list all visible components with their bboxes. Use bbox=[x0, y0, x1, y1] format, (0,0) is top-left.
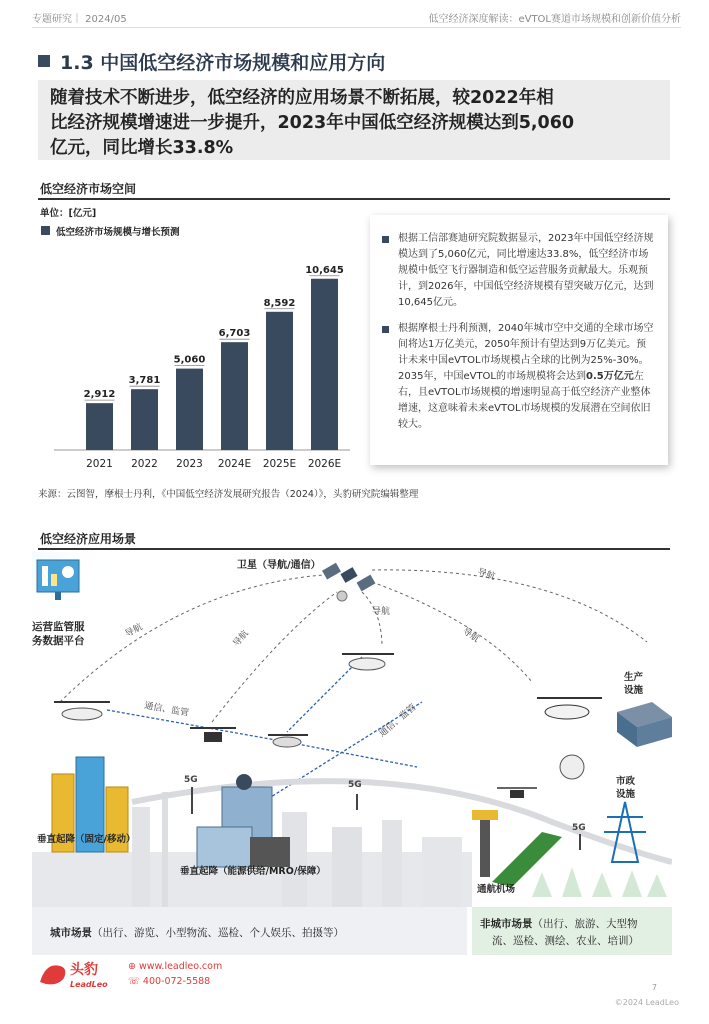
nav-label: 导航 bbox=[372, 607, 391, 617]
nav-arc bbox=[212, 592, 337, 722]
leadleo-logo bbox=[38, 956, 128, 990]
header-right: 低空经济深度解读：eVTOL赛道市场规模和创新价值分析 bbox=[428, 14, 681, 25]
comm-label: 通信、监管 bbox=[377, 702, 419, 740]
bar-2025E bbox=[266, 312, 293, 450]
evtol-aircraft-icon bbox=[537, 698, 602, 719]
bullet-marker bbox=[382, 236, 389, 243]
scene-title: 低空经济应用场景 bbox=[40, 532, 137, 546]
bar-value-label: 2,912 bbox=[83, 389, 116, 401]
summary-line: 随着技术不断进步，低空经济的应用场景不断拓展，较2022年相 bbox=[50, 88, 554, 108]
x-tick-label: 2021 bbox=[86, 458, 113, 470]
bullet-text: 根据摩根士丹利预测，2040年城市空中交通的全球市场空间将达1万亿美元，2050年预计有望达到9万亿美元。预计未来中国eVTOL市场规模占全球的比例为25%-30%。2035年，中国eVTOL的市场规模将会达到0.5万亿元左右，且eVTOL市场规模的增速明显高于低空经济产业整体增速，这意味着未来eVTOL市场规模的发展潜在空间依旧较大。 bbox=[398, 323, 654, 430]
bar-value-label: 5,060 bbox=[173, 354, 206, 366]
drone-icon bbox=[190, 728, 236, 742]
section-marker bbox=[38, 55, 50, 67]
x-tick-label: 2023 bbox=[176, 458, 203, 470]
nav-label: 导航 bbox=[231, 628, 251, 649]
factory-icon bbox=[617, 702, 672, 747]
comm-line bbox=[287, 657, 362, 732]
bar-2023 bbox=[176, 369, 203, 450]
evtol-aircraft-icon bbox=[342, 654, 394, 670]
nav-arc bbox=[362, 592, 382, 647]
bar-value-label: 3,781 bbox=[128, 375, 161, 387]
energy-vertiport-label: 垂直起降（能源供给/MRO/保障） bbox=[180, 866, 326, 877]
production-label: 生产 bbox=[624, 672, 644, 683]
bullet-marker bbox=[382, 326, 389, 333]
summary-line: 比经济规模增速进一步提升，2023年中国低空经济规模达到5,060 bbox=[50, 113, 575, 133]
drone-icon bbox=[560, 755, 584, 779]
comm-label: 通信、监管 bbox=[143, 701, 190, 719]
copyright: ©2024 LeadLeo bbox=[614, 998, 679, 1007]
nav-label: 导航 bbox=[476, 567, 497, 583]
bullet-item bbox=[382, 321, 654, 433]
bar-2024E bbox=[221, 342, 248, 450]
bar-value-label: 6,703 bbox=[218, 328, 251, 340]
bullet-item bbox=[382, 231, 654, 311]
x-tick-label: 2026E bbox=[307, 458, 342, 470]
phone-icon: ☏ bbox=[128, 976, 143, 987]
municipal-label: 设施 bbox=[616, 789, 636, 800]
page-number: 7 bbox=[651, 983, 657, 992]
footer-url[interactable]: ⊕ www.leadleo.com bbox=[128, 961, 223, 972]
drone-icon bbox=[497, 788, 537, 798]
market-title-underline bbox=[38, 198, 670, 200]
bar-value-label: 8,592 bbox=[263, 297, 296, 309]
bar-2026E bbox=[311, 279, 338, 450]
bullet-text: 根据工信部赛迪研究院数据显示，2023年中国低空经济规模达到了5,060亿元，同比增速达33.8%，低空经济市场规模中低空飞行器制造和低空运营服务贡献最大。乐观预计，到2026年，中国低空经济规模有望突破万亿元，达到10,645亿元。 bbox=[398, 233, 654, 308]
comm-line bbox=[107, 710, 287, 742]
chart-unit: 单位：[亿元] bbox=[40, 208, 97, 219]
market-text-box bbox=[370, 215, 668, 465]
evtol-aircraft-icon bbox=[54, 702, 110, 720]
x-tick-label: 2022 bbox=[131, 458, 158, 470]
signal-label: 5G bbox=[348, 780, 362, 790]
trees-illustration bbox=[532, 867, 667, 897]
header-left: 专题研究｜ 2024/05 bbox=[32, 14, 127, 25]
bar-value-label: 10,645 bbox=[305, 264, 344, 276]
production-label: 设施 bbox=[624, 685, 644, 696]
application-scene-illustration bbox=[32, 552, 672, 957]
market-title: 低空经济市场空间 bbox=[40, 182, 137, 196]
x-tick-label: 2025E bbox=[262, 458, 297, 470]
platform-label: 运营监管服 bbox=[32, 621, 85, 633]
nav-label: 导航 bbox=[460, 626, 481, 645]
noncity-scene-banner bbox=[472, 907, 672, 955]
bar-2022 bbox=[131, 389, 158, 450]
signal-label: 5G bbox=[572, 823, 586, 833]
satellite-label: 卫星（导航/通信） bbox=[237, 560, 321, 571]
source-note: 来源：云图智，摩根士丹利，《中国低空经济发展研究报告（2024）》，头豹研究院编辑整理 bbox=[38, 489, 419, 500]
noncity-scene-text: 非城市场景（出行、旅游、大型物 bbox=[480, 918, 638, 930]
city-scene-text: 城市场景（出行、游览、小型物流、巡检、个人娱乐、拍摄等） bbox=[50, 927, 344, 939]
legend-label: 低空经济市场规模与增长预测 bbox=[56, 227, 180, 238]
platform-label: 务数据平台 bbox=[32, 635, 85, 647]
section-title: 1.3 中国低空经济市场规模和应用方向 bbox=[60, 52, 386, 74]
bar-2021 bbox=[86, 403, 113, 450]
signal-label: 5G bbox=[184, 775, 198, 785]
footer-phone: ☏ 400-072-5588 bbox=[128, 976, 211, 987]
nav-arc bbox=[372, 570, 647, 642]
municipal-label: 市政 bbox=[616, 776, 636, 787]
x-tick-label: 2024E bbox=[217, 458, 252, 470]
airport-label: 通航机场 bbox=[477, 884, 516, 895]
comm-line bbox=[287, 742, 417, 767]
summary-box bbox=[38, 80, 670, 160]
5g-tower-icon bbox=[348, 780, 362, 810]
legend-swatch bbox=[41, 226, 50, 235]
vertical-takeoff-label: 垂直起降（固定/移动） bbox=[37, 834, 136, 845]
noncity-scene-text: 流、巡检、测绘、农业、培训） bbox=[492, 935, 639, 947]
logo-brand-en: LeadLeo bbox=[70, 980, 108, 989]
nav-arc bbox=[372, 582, 532, 682]
globe-icon: ⊕ bbox=[128, 961, 139, 972]
market-bar-chart bbox=[52, 240, 352, 475]
scene-title-underline bbox=[38, 548, 670, 550]
logo-brand: 头豹 bbox=[70, 962, 98, 978]
satellite-icon bbox=[322, 563, 375, 601]
header-divider bbox=[32, 27, 681, 28]
summary-line: 亿元，同比增长33.8% bbox=[50, 138, 234, 158]
nav-label: 导航 bbox=[123, 622, 145, 640]
